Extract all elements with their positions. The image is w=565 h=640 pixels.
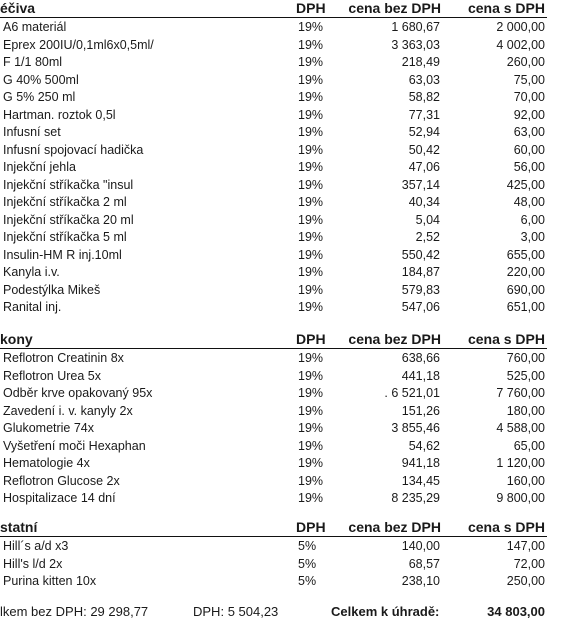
price-with-vat: 4 002,00 bbox=[496, 37, 545, 52]
vat-total-label: DPH: bbox=[193, 604, 225, 619]
price-without-vat: 68,57 bbox=[408, 556, 440, 571]
item-name: Kanyla i.v. bbox=[3, 265, 60, 279]
section-title: statní bbox=[0, 519, 38, 535]
section-header bbox=[0, 331, 565, 349]
table-row bbox=[0, 402, 565, 420]
table-row bbox=[0, 384, 565, 402]
total-without-vat bbox=[0, 604, 148, 619]
price-without-vat: 550,42 bbox=[401, 247, 440, 262]
total-without-vat-value: 29 298,77 bbox=[90, 604, 149, 619]
section-rows bbox=[0, 349, 565, 507]
price-without-vat: 63,03 bbox=[408, 72, 440, 87]
table-row bbox=[0, 88, 565, 106]
price-without-vat: 2,52 bbox=[415, 230, 440, 244]
item-name: Hartman. roztok 0,5l bbox=[3, 107, 116, 122]
item-name: Hematologie 4x bbox=[3, 456, 90, 470]
price-with-vat: 9 800,00 bbox=[496, 491, 545, 505]
table-row bbox=[0, 211, 565, 229]
table-row bbox=[0, 176, 565, 194]
price-with-vat: 160,00 bbox=[506, 473, 545, 488]
price-with-vat: 6,00 bbox=[520, 212, 545, 227]
vat-rate: 5% bbox=[298, 574, 317, 588]
section-rows bbox=[0, 537, 565, 590]
price-with-vat: 760,00 bbox=[506, 351, 545, 365]
price-with-vat: 92,00 bbox=[513, 107, 545, 122]
item-name: Infusní set bbox=[3, 125, 61, 139]
item-name: G 5% 250 ml bbox=[3, 90, 76, 104]
item-name: Injekční stříkačka 5 ml bbox=[3, 230, 127, 244]
section-medications bbox=[0, 0, 565, 316]
price-without-vat: 357,14 bbox=[401, 177, 440, 192]
price-with-vat: 525,00 bbox=[506, 368, 545, 383]
item-name: Hill's l/d 2x bbox=[3, 556, 63, 571]
item-name: Glukometrie 74x bbox=[3, 421, 95, 435]
vat-total bbox=[193, 604, 278, 619]
item-name: F 1/1 80ml bbox=[3, 55, 63, 69]
price-with-vat: 655,00 bbox=[506, 247, 545, 262]
table-row bbox=[0, 537, 565, 555]
item-name: Reflotron Glucose 2x bbox=[3, 473, 120, 488]
table-row bbox=[0, 53, 565, 71]
price-without-vat: 77,31 bbox=[408, 107, 440, 122]
vat-rate: 19% bbox=[298, 177, 324, 192]
table-row bbox=[0, 158, 565, 176]
table-row bbox=[0, 555, 565, 573]
col-s-header: cena s DPH bbox=[467, 519, 545, 535]
grand-total-value: 34 803,00 bbox=[487, 604, 545, 619]
vat-rate: 19% bbox=[298, 300, 324, 314]
price-with-vat: 56,00 bbox=[513, 160, 545, 174]
item-name: A6 materiál bbox=[3, 20, 67, 34]
vat-rate: 19% bbox=[298, 247, 324, 262]
price-with-vat: 63,00 bbox=[513, 125, 545, 139]
vat-rate: 19% bbox=[298, 160, 324, 174]
section-procedures bbox=[0, 331, 565, 507]
price-with-vat: 147,00 bbox=[506, 539, 545, 553]
vat-rate: 19% bbox=[298, 456, 324, 470]
table-row bbox=[0, 246, 565, 264]
vat-rate: 5% bbox=[298, 556, 317, 571]
section-rows bbox=[0, 18, 565, 316]
price-without-vat: 58,82 bbox=[408, 90, 440, 104]
item-name: Eprex 200IU/0,1ml6x0,5ml/ bbox=[3, 37, 154, 52]
col-bez-header: cena bez DPH bbox=[348, 331, 441, 347]
table-row bbox=[0, 489, 565, 507]
price-without-vat: 547,06 bbox=[401, 300, 440, 314]
vat-rate: 19% bbox=[298, 55, 324, 69]
vat-rate: 19% bbox=[298, 195, 324, 209]
table-row bbox=[0, 419, 565, 437]
vat-rate: 19% bbox=[298, 212, 324, 227]
price-without-vat: 238,10 bbox=[401, 574, 440, 588]
price-with-vat: 70,00 bbox=[513, 90, 545, 104]
price-with-vat: 651,00 bbox=[506, 300, 545, 314]
col-s-header: cena s DPH bbox=[467, 331, 545, 347]
item-name: Purina kitten 10x bbox=[3, 574, 97, 588]
vat-rate: 19% bbox=[298, 403, 324, 418]
table-row bbox=[0, 298, 565, 316]
item-name: Injekční stříkačka 2 ml bbox=[3, 195, 127, 209]
table-row bbox=[0, 367, 565, 385]
price-with-vat: 60,00 bbox=[513, 142, 545, 157]
totals-footer bbox=[0, 602, 565, 624]
price-with-vat: 1 120,00 bbox=[496, 456, 545, 470]
price-without-vat: 54,62 bbox=[408, 438, 440, 453]
price-with-vat: 75,00 bbox=[513, 72, 545, 87]
vat-rate: 19% bbox=[298, 125, 324, 139]
section-header bbox=[0, 519, 565, 537]
total-without-vat-label: lkem bez DPH: bbox=[0, 604, 87, 619]
table-row bbox=[0, 472, 565, 490]
table-row bbox=[0, 123, 565, 141]
table-row bbox=[0, 106, 565, 124]
vat-rate: 19% bbox=[298, 491, 324, 505]
item-name: Injekční stříkačka 20 ml bbox=[3, 212, 134, 227]
table-row bbox=[0, 36, 565, 54]
price-without-vat: . 6 521,01 bbox=[384, 386, 440, 400]
item-name: Vyšetření moči Hexaphan bbox=[3, 438, 146, 453]
price-with-vat: 220,00 bbox=[506, 265, 545, 279]
price-without-vat: 8 235,29 bbox=[391, 491, 440, 505]
vat-rate: 19% bbox=[298, 265, 324, 279]
col-bez-header: cena bez DPH bbox=[348, 519, 441, 535]
col-s-header: cena s DPH bbox=[467, 0, 545, 16]
item-name: Hill´s a/d x3 bbox=[3, 539, 69, 553]
col-dph-header: DPH bbox=[296, 0, 326, 16]
price-without-vat: 638,66 bbox=[401, 351, 440, 365]
price-with-vat: 3,00 bbox=[520, 230, 545, 244]
item-name: Reflotron Urea 5x bbox=[3, 368, 101, 383]
vat-rate: 19% bbox=[298, 37, 324, 52]
item-name: Injekční jehla bbox=[3, 160, 76, 174]
vat-rate: 19% bbox=[298, 142, 324, 157]
item-name: Odběr krve opakovaný 95x bbox=[3, 386, 153, 400]
vat-rate: 19% bbox=[298, 351, 324, 365]
price-with-vat: 7 760,00 bbox=[496, 386, 545, 400]
vat-rate: 19% bbox=[298, 368, 324, 383]
item-name: Insulin-HM R inj.10ml bbox=[3, 247, 122, 262]
item-name: Injekční stříkačka "insul bbox=[3, 177, 134, 192]
price-without-vat: 134,45 bbox=[401, 473, 440, 488]
item-name: Podestýlka Mikeš bbox=[3, 282, 101, 297]
price-with-vat: 2 000,00 bbox=[496, 20, 545, 34]
section-title: éčiva bbox=[0, 0, 36, 16]
item-name: Hospitalizace 14 dní bbox=[3, 491, 116, 505]
price-with-vat: 425,00 bbox=[506, 177, 545, 192]
price-without-vat: 52,94 bbox=[408, 125, 440, 139]
vat-total-value: 5 504,23 bbox=[227, 604, 279, 619]
price-with-vat: 65,00 bbox=[513, 438, 545, 453]
table-row bbox=[0, 71, 565, 89]
vat-rate: 19% bbox=[298, 20, 324, 34]
table-row bbox=[0, 263, 565, 281]
section-other bbox=[0, 519, 565, 590]
section-title: kony bbox=[0, 331, 33, 347]
col-dph-header: DPH bbox=[296, 519, 326, 535]
grand-total-label: Celkem k úhradě: bbox=[331, 604, 440, 619]
price-with-vat: 180,00 bbox=[506, 403, 545, 418]
table-row bbox=[0, 281, 565, 299]
item-name: G 40% 500ml bbox=[3, 72, 79, 87]
price-with-vat: 4 588,00 bbox=[496, 421, 545, 435]
price-without-vat: 1 680,67 bbox=[391, 20, 440, 34]
price-without-vat: 47,06 bbox=[408, 160, 440, 174]
table-row bbox=[0, 228, 565, 246]
price-with-vat: 260,00 bbox=[506, 55, 545, 69]
table-row bbox=[0, 141, 565, 159]
price-without-vat: 941,18 bbox=[401, 456, 440, 470]
table-row bbox=[0, 437, 565, 455]
item-name: Zavedení i. v. kanyly 2x bbox=[3, 403, 133, 418]
item-name: Reflotron Creatinin 8x bbox=[3, 351, 124, 365]
price-without-vat: 579,83 bbox=[401, 282, 440, 297]
price-without-vat: 40,34 bbox=[408, 195, 440, 209]
price-without-vat: 218,49 bbox=[401, 55, 440, 69]
table-row bbox=[0, 349, 565, 367]
table-row bbox=[0, 18, 565, 36]
vat-rate: 19% bbox=[298, 90, 324, 104]
price-without-vat: 441,18 bbox=[401, 368, 440, 383]
price-with-vat: 48,00 bbox=[513, 195, 545, 209]
table-row bbox=[0, 454, 565, 472]
item-name: Infusní spojovací hadička bbox=[3, 142, 144, 157]
price-without-vat: 3 855,46 bbox=[391, 421, 440, 435]
price-without-vat: 50,42 bbox=[408, 142, 440, 157]
vat-rate: 5% bbox=[298, 539, 317, 553]
vat-rate: 19% bbox=[298, 107, 324, 122]
vat-rate: 19% bbox=[298, 421, 324, 435]
vat-rate: 19% bbox=[298, 282, 324, 297]
price-with-vat: 250,00 bbox=[506, 574, 545, 588]
table-row bbox=[0, 193, 565, 211]
price-with-vat: 72,00 bbox=[513, 556, 545, 571]
item-name: Ranital inj. bbox=[3, 300, 62, 314]
vat-rate: 19% bbox=[298, 386, 324, 400]
col-bez-header: cena bez DPH bbox=[348, 0, 441, 16]
vat-rate: 19% bbox=[298, 438, 324, 453]
vat-rate: 19% bbox=[298, 473, 324, 488]
vat-rate: 19% bbox=[298, 230, 324, 244]
vat-rate: 19% bbox=[298, 72, 324, 87]
price-without-vat: 184,87 bbox=[401, 265, 440, 279]
col-dph-header: DPH bbox=[296, 331, 326, 347]
price-without-vat: 3 363,03 bbox=[391, 37, 440, 52]
section-header bbox=[0, 0, 565, 18]
price-without-vat: 5,04 bbox=[415, 212, 440, 227]
table-row bbox=[0, 572, 565, 590]
price-without-vat: 140,00 bbox=[401, 539, 440, 553]
price-with-vat: 690,00 bbox=[506, 282, 545, 297]
price-without-vat: 151,26 bbox=[401, 403, 440, 418]
